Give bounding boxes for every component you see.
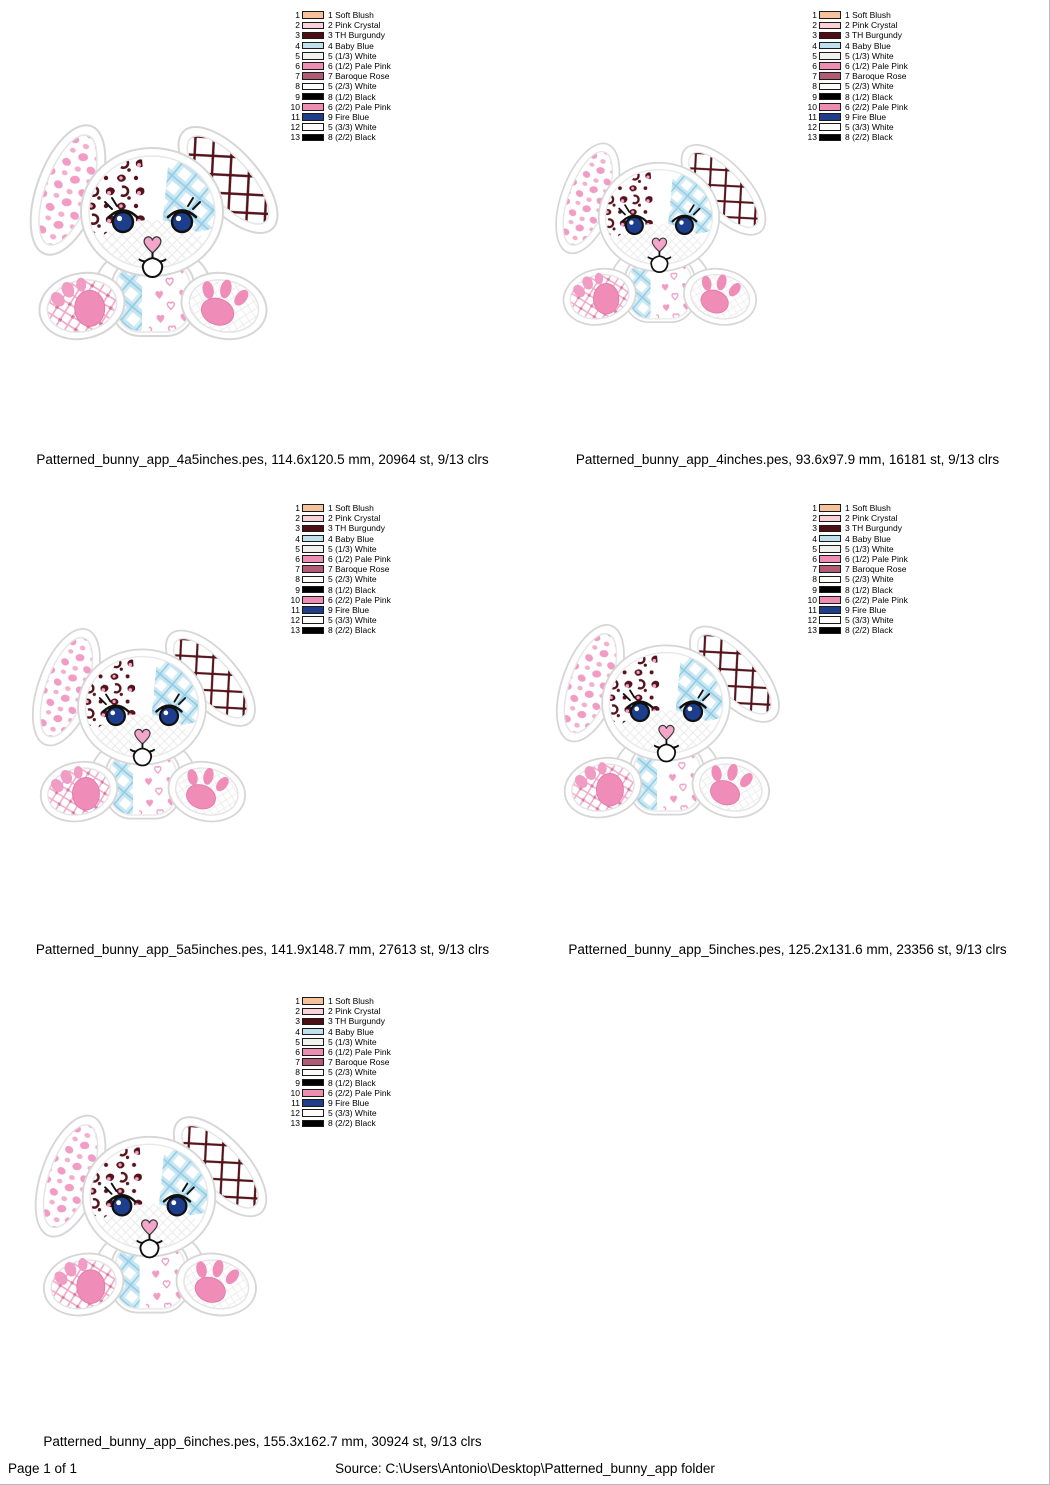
legend-row-number: 9 xyxy=(812,584,817,595)
legend-row-number: 6 xyxy=(812,554,817,565)
legend-row-label: 5 (1/3) White xyxy=(328,1036,377,1047)
legend-row-label: 5 (1/3) White xyxy=(845,50,894,61)
legend-row-label: 8 (1/2) Black xyxy=(845,91,893,102)
color-legend xyxy=(803,10,908,142)
legend-row xyxy=(803,41,908,51)
color-swatch xyxy=(302,1048,324,1056)
legend-row-label: 1 Soft Blush xyxy=(328,10,374,21)
legend-row-number: 13 xyxy=(290,1118,300,1129)
legend-row-number: 11 xyxy=(291,1097,300,1108)
legend-row-number: 6 xyxy=(295,61,300,72)
color-swatch xyxy=(819,83,841,91)
legend-row-label: 6 (1/2) Pale Pink xyxy=(328,61,391,72)
legend-row-label: 5 (3/3) White xyxy=(328,615,377,626)
legend-row-number: 6 xyxy=(295,1047,300,1058)
design-caption: Patterned_bunny_app_4inches.pes, 93.6x97.9 mm, 16181 st, 9/13 clrs xyxy=(575,452,1000,467)
legend-row xyxy=(803,81,908,91)
footer-source-path: Source: C:\Users\Antonio\Desktop\Patterned_bunny_app folder xyxy=(335,1461,715,1476)
legend-row-number: 8 xyxy=(295,574,300,585)
bunny-preview xyxy=(540,602,792,822)
legend-row-label: 5 (1/3) White xyxy=(328,50,377,61)
color-swatch xyxy=(819,42,841,50)
legend-row xyxy=(803,51,908,61)
color-swatch xyxy=(302,113,324,121)
legend-row xyxy=(286,1027,391,1037)
legend-row-label: 4 Baby Blue xyxy=(328,533,374,544)
legend-row xyxy=(286,1088,391,1098)
legend-row-label: 7 Baroque Rose xyxy=(328,564,390,575)
legend-row-label: 9 Fire Blue xyxy=(845,111,887,122)
bunny-preview xyxy=(540,122,778,329)
legend-row-label: 6 (1/2) Pale Pink xyxy=(845,554,908,565)
color-swatch xyxy=(302,596,324,604)
legend-row-label: 2 Pink Crystal xyxy=(328,1006,381,1017)
legend-row-number: 11 xyxy=(808,604,817,615)
legend-row-number: 8 xyxy=(295,1067,300,1078)
color-swatch xyxy=(302,83,324,91)
legend-row-number: 13 xyxy=(807,625,817,636)
legend-row xyxy=(803,534,908,544)
legend-row xyxy=(286,81,391,91)
color-swatch xyxy=(302,606,324,614)
legend-row xyxy=(803,544,908,554)
legend-row-number: 7 xyxy=(295,1057,300,1068)
color-swatch xyxy=(302,1089,324,1097)
legend-row-number: 9 xyxy=(295,584,300,595)
legend-row xyxy=(286,1016,391,1026)
legend-row-number: 9 xyxy=(295,91,300,102)
legend-row-number: 2 xyxy=(295,1006,300,1017)
color-swatch xyxy=(819,22,841,30)
legend-row-number: 3 xyxy=(295,30,300,41)
legend-row xyxy=(286,1037,391,1047)
legend-row-label: 2 Pink Crystal xyxy=(328,513,381,524)
legend-row xyxy=(286,534,391,544)
legend-row-label: 5 (2/3) White xyxy=(845,574,894,585)
legend-row xyxy=(803,595,908,605)
legend-row-label: 9 Fire Blue xyxy=(328,604,370,615)
color-swatch xyxy=(302,1079,324,1087)
legend-row-label: 2 Pink Crystal xyxy=(845,20,898,31)
color-swatch xyxy=(302,42,324,50)
legend-row-number: 4 xyxy=(295,40,300,51)
legend-row xyxy=(803,112,908,122)
legend-row-label: 6 (2/2) Pale Pink xyxy=(328,1087,391,1098)
legend-row-number: 5 xyxy=(812,50,817,61)
legend-row xyxy=(803,615,908,625)
legend-row xyxy=(803,554,908,564)
legend-row-label: 6 (2/2) Pale Pink xyxy=(845,101,908,112)
legend-row-label: 7 Baroque Rose xyxy=(845,71,907,82)
legend-row-number: 3 xyxy=(812,30,817,41)
legend-row-number: 2 xyxy=(812,20,817,31)
legend-row-number: 6 xyxy=(295,554,300,565)
color-swatch xyxy=(819,62,841,70)
legend-row xyxy=(286,51,391,61)
color-legend xyxy=(803,503,908,635)
legend-row xyxy=(286,1047,391,1057)
legend-row-label: 6 (2/2) Pale Pink xyxy=(328,594,391,605)
legend-row-number: 1 xyxy=(295,503,300,514)
color-swatch xyxy=(819,103,841,111)
legend-row-label: 6 (1/2) Pale Pink xyxy=(328,554,391,565)
legend-row-number: 4 xyxy=(812,533,817,544)
legend-row-number: 4 xyxy=(295,1026,300,1037)
legend-row xyxy=(286,20,391,30)
legend-row-number: 11 xyxy=(291,604,300,615)
color-swatch xyxy=(819,504,841,512)
legend-row xyxy=(286,61,391,71)
legend-row-label: 1 Soft Blush xyxy=(328,503,374,514)
legend-row-label: 7 Baroque Rose xyxy=(845,564,907,575)
color-swatch xyxy=(302,1120,324,1128)
legend-row xyxy=(803,605,908,615)
legend-row xyxy=(286,544,391,554)
legend-row-number: 8 xyxy=(295,81,300,92)
color-swatch xyxy=(302,1109,324,1117)
legend-row xyxy=(803,122,908,132)
color-swatch xyxy=(819,113,841,121)
legend-row xyxy=(803,625,908,635)
color-swatch xyxy=(302,997,324,1005)
legend-row-number: 12 xyxy=(290,1108,300,1119)
legend-row-label: 3 TH Burgundy xyxy=(845,523,903,534)
design-caption: Patterned_bunny_app_4a5inches.pes, 114.6x120.5 mm, 20964 st, 9/13 clrs xyxy=(36,452,489,467)
legend-row-label: 5 (3/3) White xyxy=(845,122,894,133)
legend-row-label: 6 (1/2) Pale Pink xyxy=(328,1047,391,1058)
legend-row-number: 8 xyxy=(812,81,817,92)
legend-row-number: 3 xyxy=(812,523,817,534)
legend-row-label: 6 (2/2) Pale Pink xyxy=(845,594,908,605)
legend-row-label: 1 Soft Blush xyxy=(845,503,891,514)
legend-row-label: 9 Fire Blue xyxy=(328,1097,370,1108)
bunny-preview xyxy=(12,100,292,344)
color-swatch xyxy=(819,72,841,80)
legend-row xyxy=(286,523,391,533)
legend-row-label: 3 TH Burgundy xyxy=(328,523,386,534)
legend-row xyxy=(803,564,908,574)
legend-row-number: 3 xyxy=(295,523,300,534)
legend-row xyxy=(286,574,391,584)
legend-row-number: 11 xyxy=(291,111,300,122)
legend-row-label: 5 (2/3) White xyxy=(845,81,894,92)
color-swatch xyxy=(302,11,324,19)
legend-row-label: 7 Baroque Rose xyxy=(328,71,390,82)
legend-row xyxy=(803,574,908,584)
color-swatch xyxy=(302,1038,324,1046)
legend-row-label: 7 Baroque Rose xyxy=(328,1057,390,1068)
legend-row xyxy=(803,132,908,142)
legend-row-number: 5 xyxy=(295,1036,300,1047)
design-caption: Patterned_bunny_app_5inches.pes, 125.2x131.6 mm, 23356 st, 9/13 clrs xyxy=(568,942,1007,957)
legend-row-number: 9 xyxy=(812,91,817,102)
legend-row-number: 7 xyxy=(295,71,300,82)
legend-row-number: 4 xyxy=(812,40,817,51)
legend-row xyxy=(286,615,391,625)
legend-row xyxy=(803,20,908,30)
color-swatch xyxy=(302,62,324,70)
legend-row-label: 6 (1/2) Pale Pink xyxy=(845,61,908,72)
legend-row xyxy=(286,1078,391,1088)
legend-row-label: 8 (2/2) Black xyxy=(328,625,376,636)
color-swatch xyxy=(819,52,841,60)
color-legend xyxy=(286,10,391,142)
legend-row-number: 12 xyxy=(807,615,817,626)
color-swatch xyxy=(302,103,324,111)
legend-row-number: 13 xyxy=(290,132,300,143)
legend-row xyxy=(803,503,908,513)
legend-row-label: 8 (2/2) Black xyxy=(845,132,893,143)
color-swatch xyxy=(819,535,841,543)
color-swatch xyxy=(819,565,841,573)
legend-row-label: 5 (2/3) White xyxy=(328,1067,377,1078)
legend-row-label: 5 (3/3) White xyxy=(845,615,894,626)
legend-row-label: 3 TH Burgundy xyxy=(328,1016,386,1027)
color-swatch xyxy=(302,1008,324,1016)
color-swatch xyxy=(819,616,841,624)
legend-row-label: 5 (2/3) White xyxy=(328,81,377,92)
legend-row-number: 7 xyxy=(812,564,817,575)
legend-row-label: 6 (2/2) Pale Pink xyxy=(328,101,391,112)
legend-row-label: 5 (3/3) White xyxy=(328,122,377,133)
legend-row xyxy=(286,625,391,635)
legend-row xyxy=(286,585,391,595)
legend-row xyxy=(286,92,391,102)
legend-row-label: 5 (3/3) White xyxy=(328,1108,377,1119)
legend-row-label: 4 Baby Blue xyxy=(845,533,891,544)
legend-row xyxy=(286,71,391,81)
legend-row-label: 4 Baby Blue xyxy=(845,40,891,51)
color-swatch xyxy=(302,565,324,573)
legend-row-number: 12 xyxy=(290,615,300,626)
color-swatch xyxy=(819,32,841,40)
color-swatch xyxy=(819,596,841,604)
legend-row-label: 5 (2/3) White xyxy=(328,574,377,585)
legend-row xyxy=(803,30,908,40)
legend-row-label: 5 (1/3) White xyxy=(845,543,894,554)
legend-row xyxy=(286,41,391,51)
color-swatch xyxy=(302,1018,324,1026)
legend-row-number: 1 xyxy=(812,503,817,514)
legend-row-label: 8 (1/2) Black xyxy=(328,1077,376,1088)
legend-row-number: 7 xyxy=(812,71,817,82)
color-swatch xyxy=(302,586,324,594)
legend-row xyxy=(286,1108,391,1118)
legend-row xyxy=(286,1118,391,1128)
legend-row xyxy=(286,102,391,112)
color-swatch xyxy=(819,525,841,533)
color-swatch xyxy=(302,616,324,624)
legend-row xyxy=(286,10,391,20)
legend-row-number: 8 xyxy=(812,574,817,585)
color-swatch xyxy=(302,555,324,563)
legend-row xyxy=(803,585,908,595)
legend-row xyxy=(286,554,391,564)
color-swatch xyxy=(302,525,324,533)
legend-row-label: 1 Soft Blush xyxy=(845,10,891,21)
legend-row-number: 13 xyxy=(807,132,817,143)
legend-row xyxy=(286,112,391,122)
legend-row-number: 4 xyxy=(295,533,300,544)
color-swatch xyxy=(302,1069,324,1077)
color-swatch xyxy=(302,1028,324,1036)
legend-row-number: 2 xyxy=(812,513,817,524)
color-swatch xyxy=(302,1099,324,1107)
legend-row xyxy=(286,1057,391,1067)
design-caption: Patterned_bunny_app_6inches.pes, 155.3x162.7 mm, 30924 st, 9/13 clrs xyxy=(43,1434,482,1449)
color-swatch xyxy=(819,11,841,19)
legend-row-number: 10 xyxy=(807,101,817,112)
legend-row xyxy=(286,1006,391,1016)
legend-row-label: 9 Fire Blue xyxy=(328,111,370,122)
legend-row xyxy=(286,1067,391,1077)
legend-row-label: 1 Soft Blush xyxy=(328,996,374,1007)
legend-row-label: 8 (1/2) Black xyxy=(328,584,376,595)
color-swatch xyxy=(302,72,324,80)
legend-row xyxy=(803,71,908,81)
color-swatch xyxy=(819,515,841,523)
legend-row-number: 1 xyxy=(295,10,300,21)
bunny-preview xyxy=(18,1092,280,1320)
legend-row-number: 13 xyxy=(290,625,300,636)
legend-row-label: 8 (2/2) Black xyxy=(328,132,376,143)
legend-row xyxy=(803,10,908,20)
legend-row xyxy=(286,1098,391,1108)
legend-row-number: 11 xyxy=(808,111,817,122)
legend-row xyxy=(286,30,391,40)
legend-row-label: 4 Baby Blue xyxy=(328,1026,374,1037)
legend-row xyxy=(803,102,908,112)
color-swatch xyxy=(302,535,324,543)
color-swatch xyxy=(302,93,324,101)
legend-row-label: 2 Pink Crystal xyxy=(328,20,381,31)
legend-row-number: 3 xyxy=(295,1016,300,1027)
legend-row-number: 10 xyxy=(290,1087,300,1098)
color-legend xyxy=(286,503,391,635)
legend-row xyxy=(803,92,908,102)
legend-row-number: 10 xyxy=(290,101,300,112)
legend-row-number: 9 xyxy=(295,1077,300,1088)
color-swatch xyxy=(819,555,841,563)
legend-row xyxy=(803,513,908,523)
color-legend xyxy=(286,996,391,1128)
legend-row-number: 7 xyxy=(295,564,300,575)
color-swatch xyxy=(819,606,841,614)
legend-row-label: 3 TH Burgundy xyxy=(845,30,903,41)
legend-row-number: 5 xyxy=(295,50,300,61)
legend-row-label: 8 (2/2) Black xyxy=(845,625,893,636)
bunny-preview xyxy=(16,606,268,826)
legend-row xyxy=(286,132,391,142)
color-swatch xyxy=(302,515,324,523)
legend-row-label: 3 TH Burgundy xyxy=(328,30,386,41)
legend-row xyxy=(286,513,391,523)
color-swatch xyxy=(302,576,324,584)
color-swatch xyxy=(302,627,324,635)
color-swatch xyxy=(819,134,841,142)
legend-row-number: 5 xyxy=(295,543,300,554)
legend-row-number: 6 xyxy=(812,61,817,72)
legend-row-label: 8 (1/2) Black xyxy=(328,91,376,102)
legend-row xyxy=(286,996,391,1006)
color-swatch xyxy=(302,32,324,40)
legend-row-label: 8 (2/2) Black xyxy=(328,1118,376,1129)
color-swatch xyxy=(819,586,841,594)
legend-row xyxy=(803,523,908,533)
color-swatch xyxy=(302,123,324,131)
design-caption: Patterned_bunny_app_5a5inches.pes, 141.9x148.7 mm, 27613 st, 9/13 clrs xyxy=(35,942,490,957)
color-swatch xyxy=(302,545,324,553)
legend-row-label: 5 (1/3) White xyxy=(328,543,377,554)
color-swatch xyxy=(302,504,324,512)
color-swatch xyxy=(302,134,324,142)
color-swatch xyxy=(819,123,841,131)
color-swatch xyxy=(819,576,841,584)
color-swatch xyxy=(819,545,841,553)
legend-row-number: 1 xyxy=(295,996,300,1007)
legend-row-label: 8 (1/2) Black xyxy=(845,584,893,595)
legend-row-number: 10 xyxy=(807,594,817,605)
footer-page-number: Page 1 of 1 xyxy=(8,1461,78,1476)
legend-row xyxy=(286,503,391,513)
legend-row xyxy=(803,61,908,71)
legend-row-number: 10 xyxy=(290,594,300,605)
legend-row-label: 9 Fire Blue xyxy=(845,604,887,615)
legend-row-number: 1 xyxy=(812,10,817,21)
legend-row-number: 2 xyxy=(295,513,300,524)
color-swatch xyxy=(302,52,324,60)
legend-row-number: 12 xyxy=(807,122,817,133)
legend-row xyxy=(286,122,391,132)
color-swatch xyxy=(819,627,841,635)
legend-row-label: 2 Pink Crystal xyxy=(845,513,898,524)
color-swatch xyxy=(819,93,841,101)
legend-row xyxy=(286,595,391,605)
legend-row-number: 2 xyxy=(295,20,300,31)
legend-row-number: 5 xyxy=(812,543,817,554)
color-swatch xyxy=(302,22,324,30)
legend-row-label: 4 Baby Blue xyxy=(328,40,374,51)
color-swatch xyxy=(302,1058,324,1066)
legend-row-number: 12 xyxy=(290,122,300,133)
legend-row xyxy=(286,564,391,574)
legend-row xyxy=(286,605,391,615)
